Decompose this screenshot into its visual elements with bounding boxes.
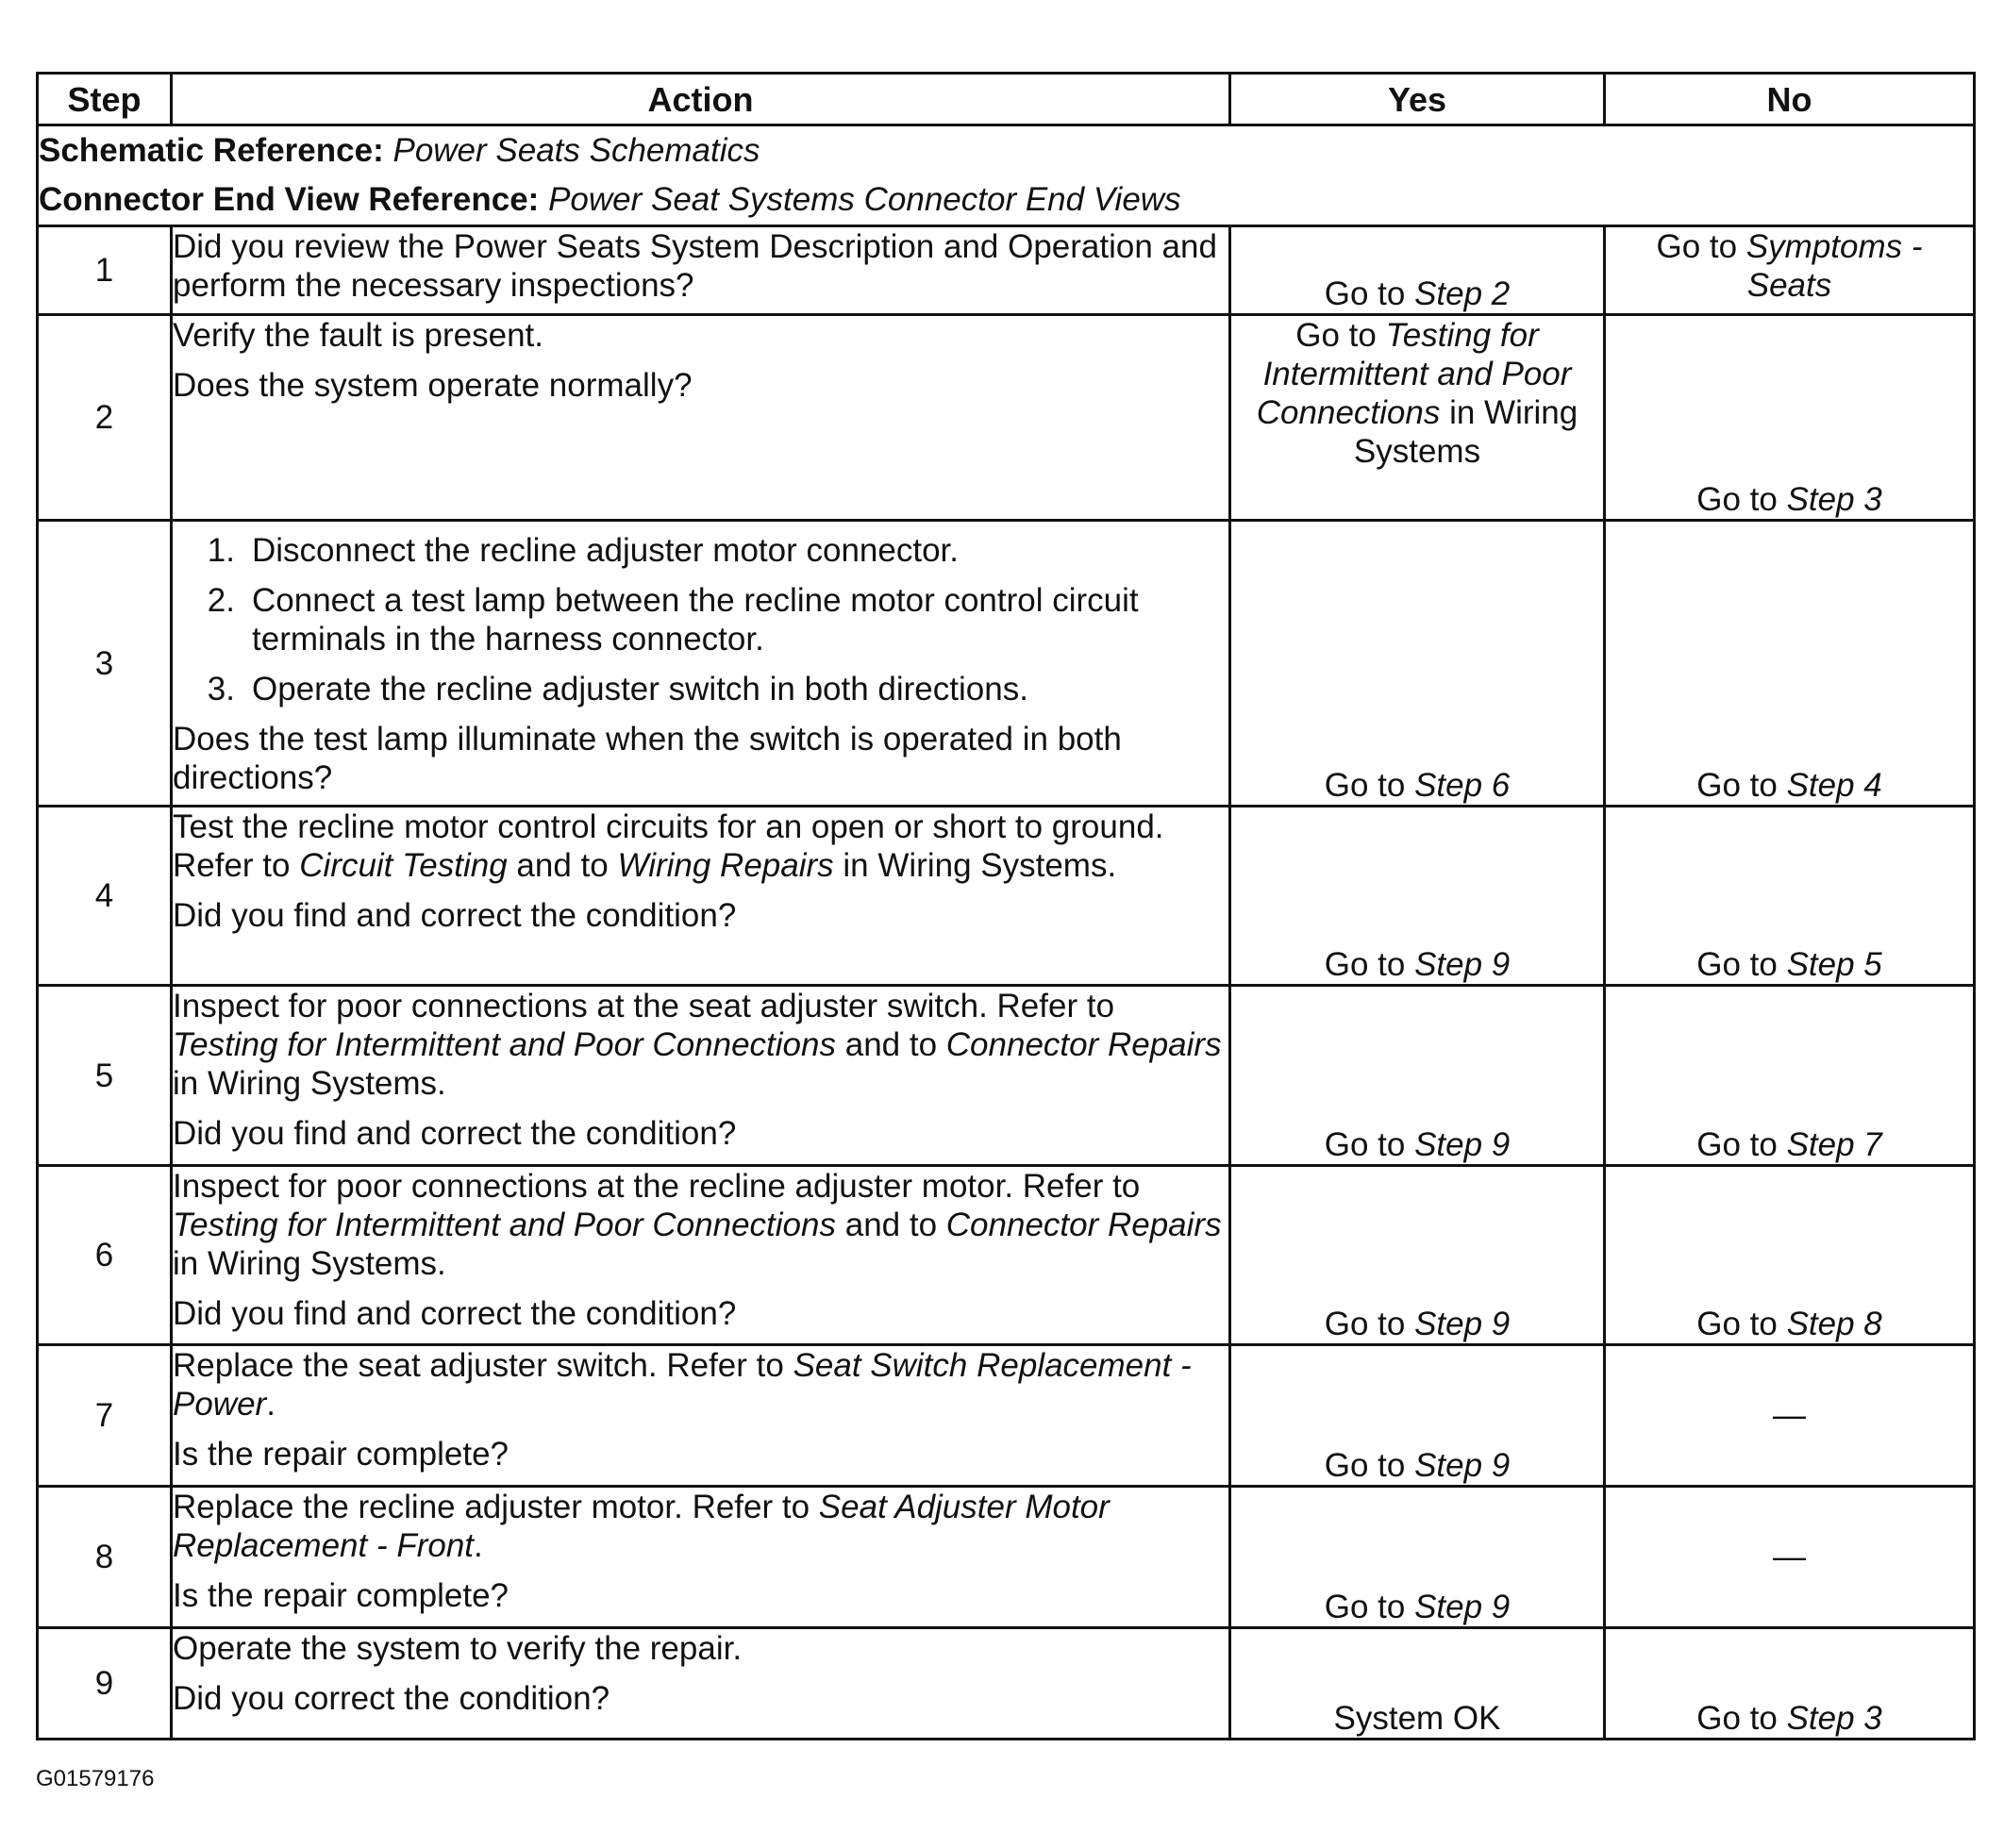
text-run: Go to	[1324, 767, 1415, 804]
header-yes: Yes	[1230, 74, 1605, 125]
text-run: Go to	[1295, 317, 1386, 354]
schematic-reference-label: Schematic Reference:	[39, 132, 384, 169]
action-cell	[172, 315, 1230, 521]
procedure-item	[173, 670, 1228, 708]
reference-link-text: Step 4	[1786, 767, 1882, 804]
step-row-9	[38, 1628, 1975, 1740]
text-run: and to	[836, 1026, 946, 1063]
step-number: 5	[38, 986, 172, 1166]
step-row-2	[38, 315, 1975, 521]
procedure-item	[173, 581, 1228, 658]
text-run: in Wiring Systems.	[833, 847, 1117, 884]
action-cell	[172, 986, 1230, 1166]
text-run: Go to	[1696, 946, 1787, 983]
yes-result	[1230, 315, 1605, 521]
action-question	[173, 1435, 1228, 1473]
reference-link-text: Testing for Intermittent and Poor Connections	[173, 1207, 836, 1243]
text-run: Inspect for poor connections at the recline adjuster motor. Refer to	[173, 1168, 1141, 1205]
text-run: Does the system operate normally?	[173, 367, 693, 404]
reference-link-text: Symptoms - Seats	[1745, 228, 1923, 304]
text-run: Go to	[1324, 1126, 1415, 1163]
reference-link-text: Step 9	[1414, 1126, 1511, 1163]
action-question	[173, 1114, 1228, 1153]
reference-link-text: Seat Adjuster Motor Replacement - Front	[173, 1489, 1110, 1564]
reference-cell	[38, 125, 1975, 226]
no-result	[1605, 986, 1975, 1166]
connector-reference-value: Power Seat Systems Connector End Views	[548, 181, 1181, 218]
reference-link-text: Step 5	[1786, 946, 1882, 983]
reference-link-text: Connector Repairs	[945, 1026, 1222, 1063]
reference-link-text: Step 2	[1414, 275, 1511, 312]
no-result	[1605, 226, 1975, 315]
header-row	[38, 74, 1975, 125]
reference-link-text: Step 7	[1786, 1126, 1882, 1163]
yes-result	[1230, 521, 1605, 807]
text-run: Go to	[1696, 1306, 1787, 1342]
schematic-reference-value: Power Seats Schematics	[392, 132, 760, 169]
no-result	[1605, 1166, 1975, 1345]
text-run: Inspect for poor connections at the seat adjuster switch. Refer to	[173, 988, 1115, 1024]
text-run: System OK	[1333, 1700, 1501, 1737]
reference-link-text: Step 9	[1414, 1447, 1511, 1484]
text-run: and to	[836, 1207, 946, 1243]
text-run: Did you find and correct the condition?	[173, 1115, 737, 1152]
reference-link-text: Testing for Intermittent and Poor Connections	[173, 1026, 836, 1063]
text-run: Go to	[1324, 1589, 1415, 1625]
no-result	[1605, 1628, 1975, 1740]
procedure-item-text: Connect a test lamp between the recline motor control circuit terminals in the harness connector.	[252, 582, 1139, 658]
schematic-reference	[39, 126, 1973, 175]
text-run: in Wiring Systems.	[173, 1065, 446, 1102]
text-run: —	[1773, 1397, 1806, 1434]
header-step: Step	[38, 74, 172, 125]
reference-link-text: Testing for Intermittent and Poor Connections	[1256, 317, 1572, 431]
text-run: .	[474, 1527, 483, 1564]
connector-reference	[39, 175, 1973, 225]
procedure-item	[173, 531, 1228, 570]
text-run: Did you review the Power Seats System Description and Operation and perform the necessary inspections?	[173, 228, 1217, 304]
reference-link-text: Step 3	[1786, 1700, 1882, 1737]
text-run: Go to	[1324, 1306, 1415, 1342]
yes-result	[1230, 807, 1605, 986]
reference-link-text: Step 6	[1414, 767, 1511, 804]
no-result	[1605, 1345, 1975, 1487]
text-run: Is the repair complete?	[173, 1436, 509, 1473]
step-number: 6	[38, 1166, 172, 1345]
text-run: Go to	[1696, 767, 1787, 804]
step-number: 1	[38, 226, 172, 315]
text-run: Is the repair complete?	[173, 1577, 509, 1614]
action-cell	[172, 1487, 1230, 1628]
action-question	[173, 896, 1228, 935]
yes-result	[1230, 1166, 1605, 1345]
reference-link-text: Step 3	[1786, 481, 1882, 518]
text-run: Go to	[1696, 1700, 1787, 1737]
procedure-item-number: 2.	[207, 582, 235, 619]
action-instruction	[173, 316, 1228, 355]
reference-link-text: Step 9	[1414, 1306, 1511, 1342]
reference-row	[38, 125, 1975, 226]
action-question	[173, 1294, 1228, 1333]
connector-reference-label: Connector End View Reference:	[39, 181, 540, 218]
yes-result	[1230, 1345, 1605, 1487]
step-row-3	[38, 521, 1975, 807]
text-run: Did you correct the condition?	[173, 1680, 610, 1717]
action-question	[173, 1679, 1228, 1718]
text-run: Test the recline motor control circuits for an open or short to ground. Refer to	[173, 808, 1164, 884]
step-row-8	[38, 1487, 1975, 1628]
action-instruction	[173, 1488, 1228, 1565]
step-number: 8	[38, 1487, 172, 1628]
text-run: in Wiring Systems.	[173, 1245, 446, 1282]
header-action: Action	[172, 74, 1230, 125]
procedure-item-text: Disconnect the recline adjuster motor connector.	[252, 532, 959, 569]
yes-result	[1230, 226, 1605, 315]
figure-id: G01579176	[36, 1766, 155, 1791]
text-run: in Wiring Systems	[1353, 394, 1578, 470]
text-run: Did you find and correct the condition?	[173, 1295, 737, 1332]
action-cell	[172, 521, 1230, 807]
procedure-item-number: 1.	[207, 532, 235, 569]
step-number: 2	[38, 315, 172, 521]
text-run: and to	[507, 847, 618, 884]
step-row-7	[38, 1345, 1975, 1487]
action-instruction	[173, 1346, 1228, 1423]
text-run: Go to	[1696, 481, 1787, 518]
procedure-item-text: Operate the recline adjuster switch in both directions.	[252, 671, 1028, 708]
step-number: 4	[38, 807, 172, 986]
action-instruction	[173, 1167, 1228, 1283]
text-run: Replace the seat adjuster switch. Refer to	[173, 1347, 793, 1384]
action-question	[173, 1576, 1228, 1615]
text-run: Go to	[1696, 1126, 1787, 1163]
text-run: Operate the system to verify the repair.	[173, 1630, 743, 1667]
action-question	[173, 366, 1228, 405]
step-row-4	[38, 807, 1975, 986]
reference-link-text: Step 9	[1414, 1589, 1511, 1625]
no-result	[1605, 1487, 1975, 1628]
reference-link-text: Seat Switch Replacement - Power	[173, 1347, 1192, 1423]
step-number: 7	[38, 1345, 172, 1487]
action-cell	[172, 1166, 1230, 1345]
text-run: Verify the fault is present.	[173, 317, 543, 354]
no-result	[1605, 807, 1975, 986]
no-result	[1605, 315, 1975, 521]
step-number: 9	[38, 1628, 172, 1740]
text-run: —	[1773, 1539, 1806, 1575]
no-result	[1605, 521, 1975, 807]
text-run: Does the test lamp illuminate when the switch is operated in both directions?	[173, 721, 1122, 796]
step-row-6	[38, 1166, 1975, 1345]
action-cell	[172, 226, 1230, 315]
text-run: Go to	[1324, 275, 1415, 312]
procedure-item-number: 3.	[207, 671, 235, 708]
action-instruction	[173, 807, 1228, 885]
text-run: .	[266, 1386, 276, 1423]
yes-result	[1230, 1487, 1605, 1628]
step-row-5	[38, 986, 1975, 1166]
step-row-1	[38, 226, 1975, 315]
reference-link-text: Circuit Testing	[299, 847, 508, 884]
reference-link-text: Step 8	[1786, 1306, 1882, 1342]
action-question	[173, 227, 1228, 305]
action-question	[173, 720, 1228, 797]
step-number: 3	[38, 521, 172, 807]
text-run: Go to	[1324, 1447, 1415, 1484]
text-run: Go to	[1656, 228, 1746, 265]
reference-link-text: Connector Repairs	[945, 1207, 1222, 1243]
action-cell	[172, 807, 1230, 986]
text-run: Go to	[1324, 946, 1415, 983]
yes-result	[1230, 986, 1605, 1166]
action-cell	[172, 1628, 1230, 1740]
reference-link-text: Step 9	[1414, 946, 1511, 983]
text-run: Replace the recline adjuster motor. Refer to	[173, 1489, 819, 1525]
procedure-list	[173, 531, 1228, 708]
action-instruction	[173, 1629, 1228, 1668]
yes-result	[1230, 1628, 1605, 1740]
diagnostic-table	[36, 72, 1976, 1740]
action-instruction	[173, 987, 1228, 1103]
text-run: Did you find and correct the condition?	[173, 897, 737, 934]
action-cell	[172, 1345, 1230, 1487]
reference-link-text: Wiring Repairs	[617, 847, 834, 884]
header-no: No	[1605, 74, 1975, 125]
